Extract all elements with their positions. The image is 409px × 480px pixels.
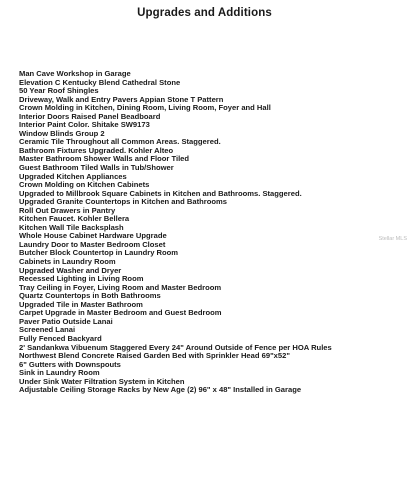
list-item: Carpet Upgrade in Master Bedroom and Guest Bedroom — [19, 308, 222, 318]
list-item: Driveway, Walk and Entry Pavers Appian Stone T Pattern — [19, 94, 224, 104]
list-item: Paver Patio Outside Lanai — [19, 316, 113, 326]
list-item: 6" Gutters with Downspouts — [19, 359, 121, 369]
list-item: Window Blinds Group 2 — [19, 128, 105, 138]
list-item: Laundry Door to Master Bedroom Closet — [19, 239, 166, 249]
list-item: Bathroom Fixtures Upgraded. Kohler Alteo — [19, 145, 174, 155]
list-item: Roll Out Drawers in Pantry — [19, 205, 116, 215]
upgrades-list — [19, 70, 332, 395]
list-item: Screened Lanai — [19, 325, 76, 335]
list-item: Upgraded Tile in Master Bathroom — [19, 299, 143, 309]
list-item: Crown Molding on Kitchen Cabinets — [19, 180, 150, 190]
list-item: Fully Fenced Backyard — [19, 333, 102, 343]
list-item: Guest Bathroom Tiled Walls in Tub/Shower — [19, 163, 174, 173]
list-item: Ceramic Tile Throughout all Common Areas. Staggered. — [19, 137, 221, 147]
list-item: Kitchen Faucet. Kohler Bellera — [19, 214, 130, 224]
list-item: 2' Sandankwa Vibuenum Staggered Every 24" Around Outside of Fence per HOA Rules — [19, 342, 332, 352]
list-item: Northwest Blend Concrete Raised Garden Bed with Sprinkler Head 69"x52" — [19, 351, 290, 361]
list-item: Interior Doors Raised Panel Beadboard — [19, 111, 161, 121]
watermark: Stellar MLS — [378, 236, 407, 242]
list-item: Master Bathroom Shower Walls and Floor Tiled — [19, 154, 190, 164]
list-item: Under Sink Water Filtration System in Kitchen — [19, 376, 185, 386]
list-item: Cabinets in Laundry Room — [19, 257, 116, 267]
list-item: 50 Year Roof Shingles — [19, 86, 99, 96]
list-item: Upgraded Granite Countertops in Kitchen and Bathrooms — [19, 197, 227, 207]
list-item: Elevation C Kentucky Blend Cathedral Stone — [19, 77, 181, 87]
list-item: Upgraded Kitchen Appliances — [19, 171, 127, 181]
list-item: Man Cave Workshop in Garage — [19, 69, 131, 78]
list-item: Adjustable Ceiling Storage Racks by New Age (2) 96" x 48" Installed in Garage — [19, 385, 302, 395]
list-item: Crown Molding in Kitchen, Dining Room, Living Room, Foyer and Hall — [19, 103, 271, 113]
list-item: Whole House Cabinet Hardware Upgrade — [19, 231, 167, 241]
page-title: Upgrades and Additions — [137, 7, 272, 19]
list-item: Upgraded Washer and Dryer — [19, 265, 122, 275]
list-item: Upgraded to Millbrook Square Cabinets in Kitchen and Bathrooms. Staggered. — [19, 188, 302, 198]
list-item: Butcher Block Countertop in Laundry Room — [19, 248, 179, 258]
list-item: Sink in Laundry Room — [19, 368, 100, 378]
list-item: Interior Paint Color. Shitake SW9173 — [19, 120, 150, 130]
list-item: Tray Ceiling in Foyer, Living Room and Master Bedroom — [19, 282, 222, 292]
list-item: Quartz Countertops in Both Bathrooms — [19, 291, 161, 301]
list-item: Recessed Lighting in Living Room — [19, 274, 144, 284]
list-item: Kitchen Wall Tile Backsplash — [19, 222, 124, 232]
